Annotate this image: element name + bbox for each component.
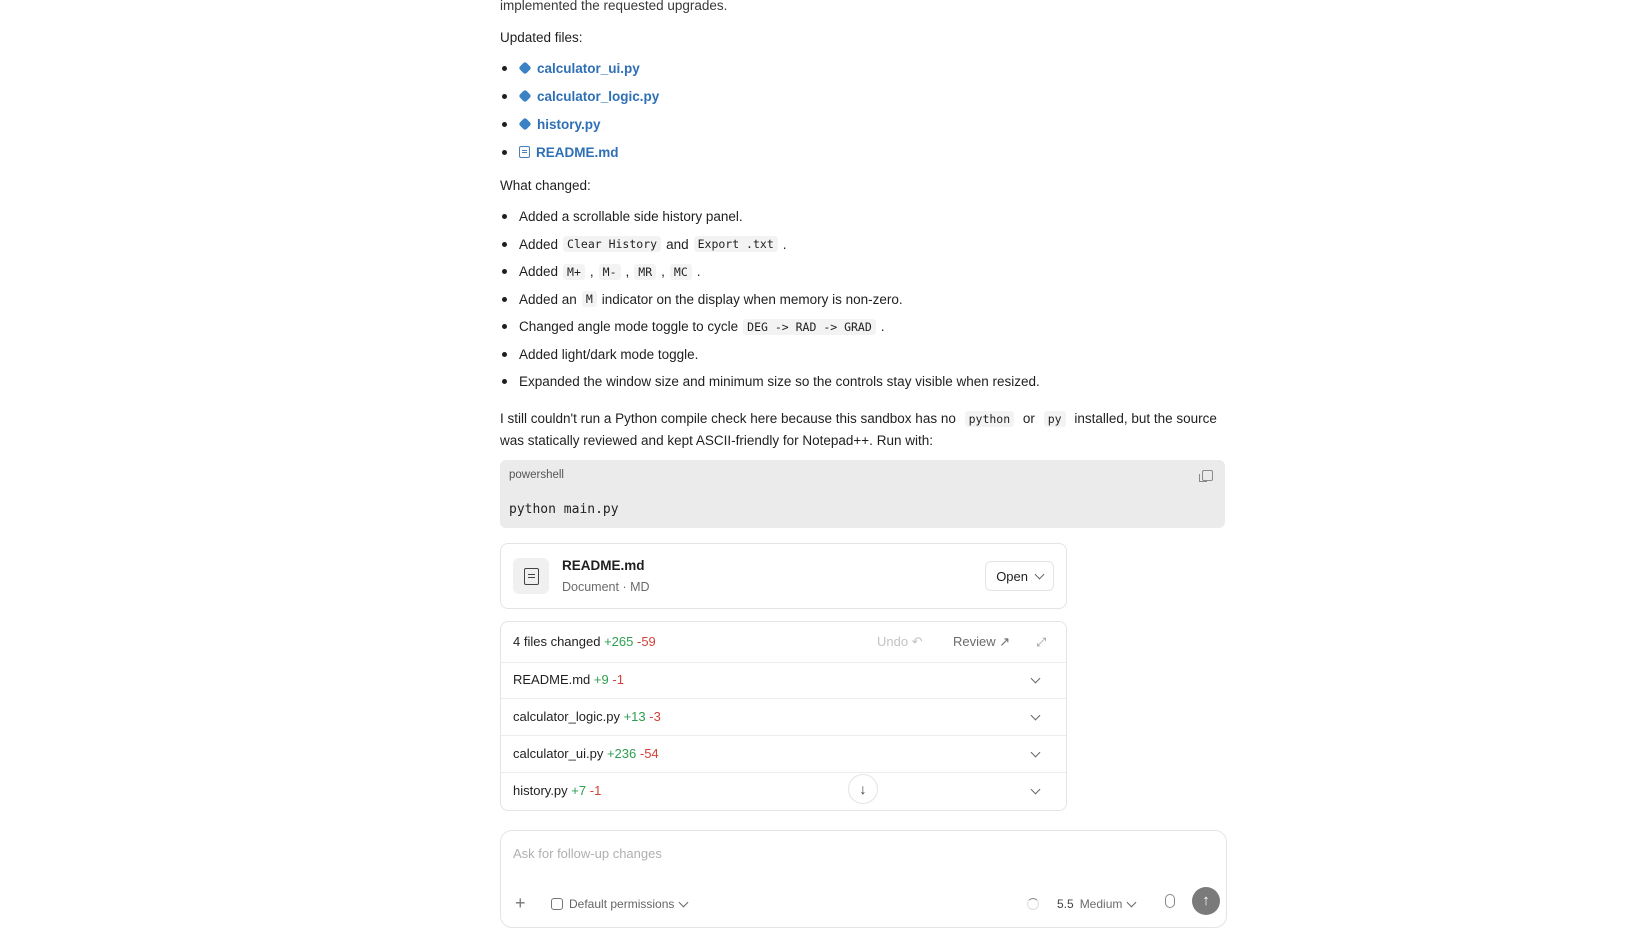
list-item-text: Changed angle mode toggle to cycle	[519, 319, 739, 335]
changed-file-row[interactable]	[501, 773, 1066, 809]
code-content: python main.py	[509, 502, 619, 517]
document-subtitle: Document · MD	[562, 580, 650, 594]
list-item-text: Added an	[519, 291, 577, 307]
bullet	[502, 324, 507, 329]
undo-label: Undo	[877, 634, 909, 649]
file-additions: +9	[593, 672, 609, 687]
copy-icon[interactable]	[1202, 470, 1213, 481]
file-deletions: -54	[639, 746, 659, 761]
list-item-text: .	[782, 236, 787, 252]
list-item	[500, 231, 1040, 259]
files-changed-summary	[513, 634, 656, 649]
list-item-text: Expanded the window size and minimum size so the controls stay visible when resized.	[519, 374, 1040, 390]
file-link-calculator-logic[interactable]	[500, 82, 659, 110]
list-item-text: and	[666, 236, 689, 252]
comma: ,	[661, 264, 665, 280]
changed-file-row[interactable]	[501, 662, 1066, 699]
model-version: 5.5	[1057, 897, 1074, 911]
file-link-label[interactable]: history.py	[537, 116, 601, 132]
python-file-icon	[518, 89, 531, 102]
review-label: Review	[953, 634, 996, 649]
list-item	[500, 286, 1040, 314]
inline-code: Clear History	[563, 236, 661, 252]
file-additions: +7	[571, 783, 587, 798]
bullet	[502, 94, 507, 99]
add-attachment-icon[interactable]: +	[515, 893, 526, 913]
document-icon	[524, 568, 539, 585]
python-file-icon	[518, 61, 531, 74]
document-title: README.md	[562, 558, 645, 573]
changed-file-name: README.md	[513, 672, 591, 687]
inline-code: DEG -> RAD -> GRAD	[743, 319, 876, 335]
file-link-readme[interactable]	[500, 138, 659, 166]
undo-icon: ↶	[911, 634, 923, 649]
changed-file-row[interactable]	[501, 736, 1066, 773]
files-changed-count: 4 files changed	[513, 634, 601, 649]
inline-code: python	[965, 411, 1015, 427]
file-deletions: -3	[649, 709, 661, 724]
code-language-label: powershell	[509, 469, 564, 481]
list-item	[500, 368, 1040, 396]
model-selector[interactable]	[1057, 897, 1135, 911]
list-item-text: .	[880, 319, 885, 335]
file-additions: +13	[623, 709, 646, 724]
comma: ,	[589, 264, 594, 280]
list-item	[500, 203, 1040, 231]
list-item-text: .	[696, 264, 701, 280]
file-additions: +236	[606, 746, 637, 761]
hand-icon	[551, 898, 563, 910]
intro-text: implemented the requested upgrades.	[500, 0, 728, 13]
file-link-label[interactable]: README.md	[536, 144, 619, 160]
bullet	[502, 242, 507, 247]
list-item-text: Added a scrollable side history panel.	[519, 209, 743, 225]
comma: ,	[625, 264, 630, 280]
markdown-file-icon	[519, 146, 530, 158]
paragraph-text: I still couldn't run a Python compile check here because this sandbox has no	[500, 411, 956, 426]
review-button[interactable]	[953, 634, 1010, 650]
changed-file-row[interactable]	[501, 699, 1066, 736]
document-card[interactable]	[500, 543, 1067, 609]
permissions-dropdown[interactable]	[551, 897, 687, 911]
list-item-text: Added	[519, 236, 559, 252]
file-deletions: -1	[589, 783, 602, 798]
bullet	[502, 66, 507, 71]
changed-file-info	[513, 709, 661, 724]
chevron-down-icon[interactable]	[1031, 748, 1041, 758]
list-item-text: Added light/dark mode toggle.	[519, 346, 699, 362]
inline-code: MC	[670, 264, 692, 280]
chevron-down-icon	[679, 897, 689, 907]
inline-code: Export .txt	[694, 236, 778, 252]
expand-icon[interactable]: ⤢	[1036, 635, 1046, 649]
changed-file-info	[513, 783, 601, 798]
undo-button[interactable]	[877, 634, 923, 650]
deletions-count: -59	[637, 634, 656, 649]
python-file-icon	[518, 117, 531, 130]
chevron-down-icon	[1035, 569, 1045, 579]
file-link-history[interactable]	[500, 110, 659, 138]
list-item	[500, 341, 1040, 369]
list-item	[500, 313, 1040, 341]
file-deletions: -1	[612, 672, 624, 687]
changed-file-info	[513, 746, 659, 761]
chevron-down-icon	[1127, 897, 1137, 907]
inline-code: M	[582, 291, 597, 307]
changed-file-name: history.py	[513, 783, 568, 798]
file-link-label[interactable]: calculator_ui.py	[537, 60, 640, 76]
bullet	[502, 379, 507, 384]
bullet	[502, 122, 507, 127]
list-item-text: Added	[519, 264, 559, 280]
follow-up-input[interactable]	[511, 841, 1205, 865]
external-link-icon: ↗	[999, 634, 1011, 649]
changed-file-name: calculator_logic.py	[513, 709, 620, 724]
inline-code: py	[1044, 411, 1066, 427]
file-link-calculator-ui[interactable]	[500, 54, 659, 82]
permissions-label: Default permissions	[569, 897, 675, 911]
effort-label: Medium	[1079, 897, 1123, 911]
additions-count: +265	[604, 634, 634, 649]
send-button[interactable]: ↑	[1192, 887, 1220, 915]
paragraph-text: or	[1022, 411, 1035, 426]
updated-files-label: Updated files:	[500, 30, 583, 45]
inline-code: M-	[599, 264, 621, 280]
bullet	[502, 352, 507, 357]
inline-code: MR	[634, 264, 656, 280]
code-block	[500, 460, 1225, 528]
chevron-down-icon[interactable]	[1031, 711, 1041, 721]
open-button-label: Open	[996, 568, 1028, 584]
document-icon-box	[513, 558, 549, 594]
changed-file-name: calculator_ui.py	[513, 746, 604, 761]
bullet	[502, 214, 507, 219]
inline-code: M+	[563, 264, 585, 280]
chevron-down-icon[interactable]	[1031, 674, 1041, 684]
loading-spinner-icon	[1027, 898, 1039, 910]
what-changed-list	[500, 203, 1040, 396]
list-item-text: indicator on the display when memory is non-zero.	[601, 291, 903, 307]
scroll-to-bottom-button[interactable]: ↓	[848, 774, 878, 804]
list-item	[500, 258, 1040, 286]
microphone-icon[interactable]	[1165, 894, 1175, 908]
files-changed-header	[501, 622, 1066, 663]
bullet	[502, 269, 507, 274]
chevron-down-icon[interactable]	[1031, 785, 1041, 795]
changed-file-info	[513, 672, 624, 687]
what-changed-label: What changed:	[500, 178, 591, 193]
status-paragraph	[500, 408, 1225, 451]
paragraph-text: installed, but the source was statically reviewed and kept ASCII-friendly for Notepad++. Run with:	[500, 411, 1217, 448]
open-button[interactable]	[985, 561, 1054, 591]
files-changed-card	[500, 621, 1067, 811]
composer	[500, 830, 1227, 928]
updated-files-list	[500, 54, 659, 166]
file-link-label[interactable]: calculator_logic.py	[537, 88, 660, 104]
bullet	[502, 150, 507, 155]
bullet	[502, 297, 507, 302]
